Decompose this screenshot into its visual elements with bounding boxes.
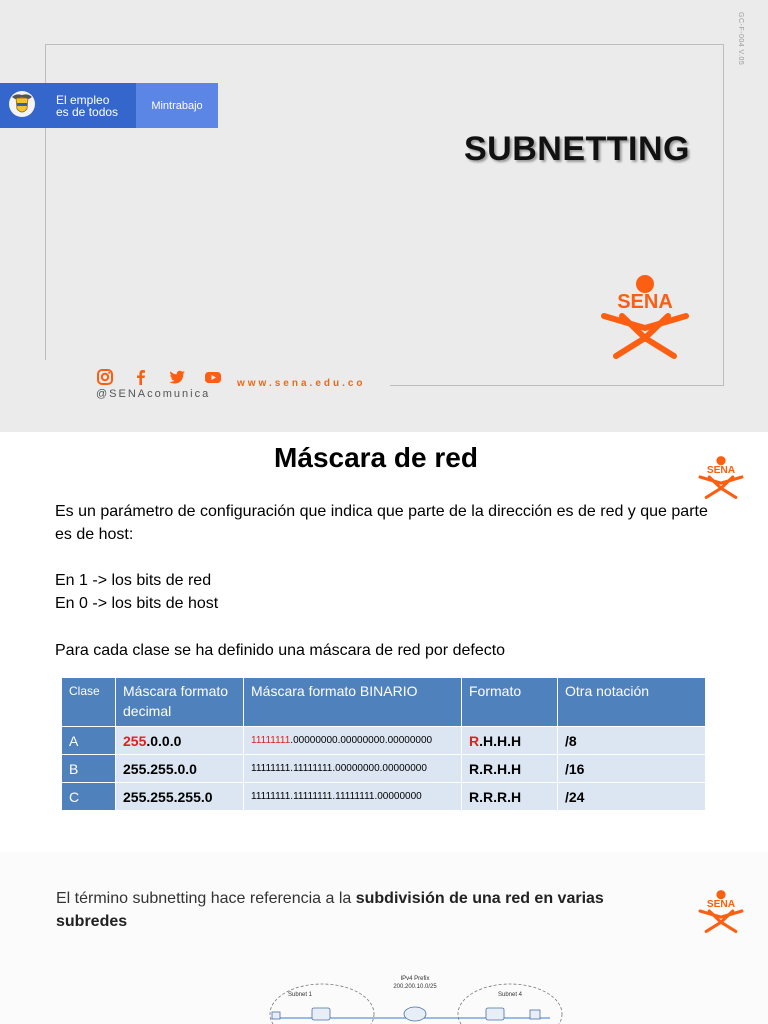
sena-logo (697, 888, 745, 934)
cell-decimal: 255.255.255.0 (116, 782, 244, 810)
social-handle: @SENAcomunica (96, 388, 211, 400)
prefix-value: 200.200.10.0/25 (393, 984, 437, 990)
cell-decimal: 255.255.0.0 (116, 754, 244, 782)
cell-clase: C (62, 782, 116, 810)
header-clase: Clase (62, 678, 116, 726)
cell-notacion: /24 (558, 782, 706, 810)
cell-decimal: 255.0.0.0 (116, 726, 244, 754)
sena-logo (697, 454, 745, 500)
table-header-row (62, 678, 706, 726)
government-banner (0, 83, 218, 128)
document-code: GC-F-004 V.05 (737, 12, 744, 66)
title-slide (0, 0, 768, 432)
subnetting-description: El término subnetting hace referencia a la subdivisión de una red en varias subredes (56, 890, 604, 930)
default-mask-paragraph: Para cada clase se ha definido una máscara de red por defecto (55, 642, 506, 659)
bits-host-line: En 0 -> los bits de host (55, 595, 219, 612)
table-row (62, 726, 706, 754)
subnet1-label: Subnet 1 (288, 992, 313, 998)
router-icon (404, 1007, 426, 1021)
subnet4-label: Subnet 4 (498, 992, 523, 998)
slide-title: SUBNETTING (464, 130, 690, 168)
social-icons (96, 368, 223, 386)
slide-title: Máscara de red (274, 442, 478, 473)
sena-logo-text: SENA (706, 464, 736, 476)
cell-formato: R.H.H.H (462, 726, 558, 754)
switch-icon (312, 1008, 330, 1020)
mask-slide (0, 432, 768, 852)
sena-logo-text: SENA (706, 898, 736, 910)
cell-notacion: /16 (558, 754, 706, 782)
mask-table (62, 678, 706, 810)
bits-red-line: En 1 -> los bits de red (55, 572, 212, 589)
cell-binary: 11111111.11111111.00000000.00000000 (244, 754, 462, 782)
facebook-icon[interactable] (132, 368, 151, 386)
cell-formato: R.R.H.H (462, 754, 558, 782)
instagram-icon[interactable] (96, 368, 115, 386)
cell-clase: A (62, 726, 116, 754)
definition-paragraph: Es un parámetro de configuración que indica que parte de la dirección es de red y que parte es de host: (55, 503, 708, 543)
sena-logo-text: SENA (617, 291, 673, 313)
gov-slogan-line2: es de todos (56, 105, 119, 119)
host-icon (272, 1012, 280, 1019)
youtube-icon[interactable] (204, 368, 223, 386)
prefix-title: IPv4 Prefix (400, 976, 430, 982)
cell-notacion: /8 (558, 726, 706, 754)
header-notacion: Otra notación (558, 678, 706, 726)
sena-logo (598, 272, 692, 360)
cell-binary: 11111111.11111111.11111111.00000000 (244, 782, 462, 810)
table-row (62, 754, 706, 782)
cell-binary: 11111111.00000000.00000000.00000000 (244, 726, 462, 754)
gov-slogan-line1: El empleo (56, 93, 110, 107)
header-decimal: Máscara formato decimal (116, 678, 244, 726)
coat-of-arms-icon (6, 89, 38, 121)
subnet-diagram (260, 970, 570, 1024)
switch-icon (486, 1008, 504, 1020)
header-formato: Formato (462, 678, 558, 726)
cell-clase: B (62, 754, 116, 782)
table-row (62, 782, 706, 810)
website-link[interactable]: www.sena.edu.co (237, 378, 366, 389)
subnetting-slide (0, 852, 768, 1024)
twitter-icon[interactable] (168, 368, 187, 386)
header-binary: Máscara formato BINARIO (244, 678, 462, 726)
cell-formato: R.R.R.H (462, 782, 558, 810)
mintrabajo-label: Mintrabajo (136, 83, 218, 128)
host-icon (530, 1010, 540, 1019)
